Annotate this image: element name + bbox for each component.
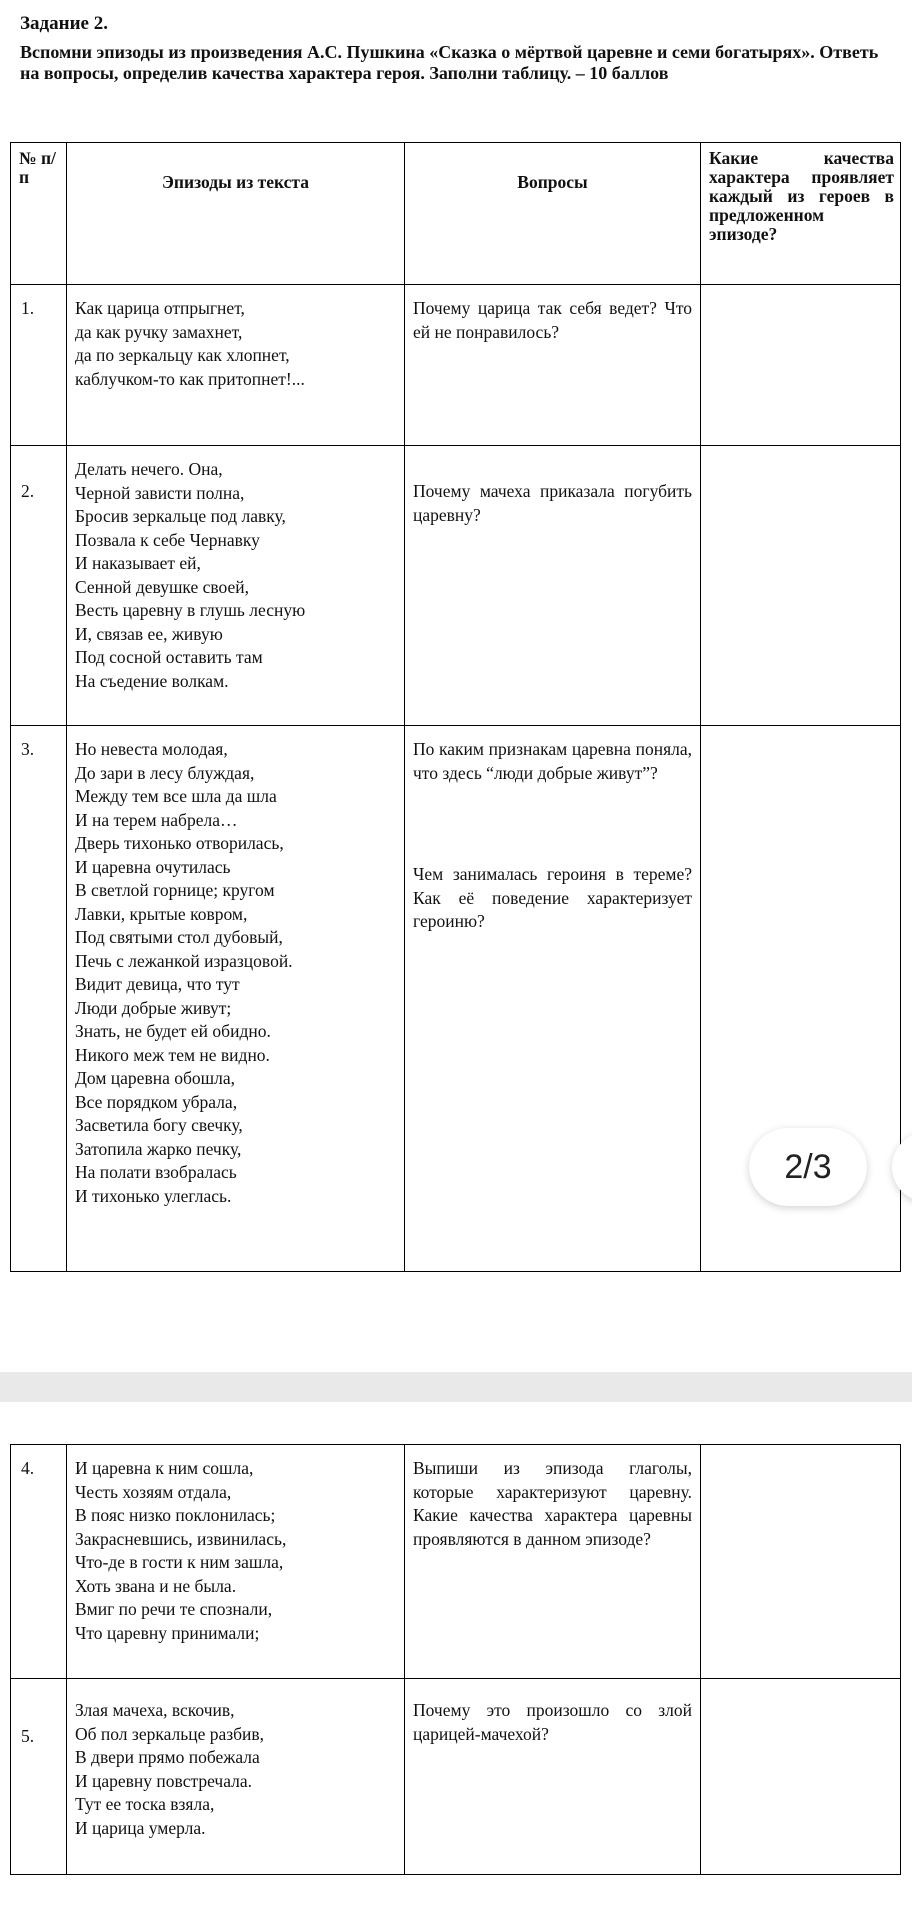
episode-text: Но невеста молодая, До зари в лесу блуждая, Между тем все шла да шла И на терем набрела… Дверь тихонько отворилась, И царевна очутилась В светлой горнице; кругом Лавки, крытые ковром, Под святыми стол дубовый, Печь с лежанкой изразцовой. Видит девица, что тут Люди добрые живут; Знать, не будет ей обидно. Никого меж тем не видно. Дом царевна обошла, Все порядком убрала, Засветила богу свечку, Затопила жарко печку, На полати взобралась И тихонько улеглась. xyxy=(67,726,405,1272)
row-number: 3. xyxy=(11,726,67,1272)
episodes-table xyxy=(10,142,901,1272)
answer-cell[interactable] xyxy=(701,285,901,446)
question-text: Выпиши из эпизода глаголы, которые характеризуют царевну. Какие качества характера царевны проявляются в данном эпизоде? xyxy=(413,1458,692,1549)
row-number: 1. xyxy=(11,285,67,446)
question-cell xyxy=(405,285,701,446)
header-qualities: Какие качества характера проявляет каждый из героев в предложенном эпизоде? xyxy=(701,143,901,285)
question-cell xyxy=(405,446,701,726)
episode-text: Злая мачеха, вскочив, Об пол зеркальце разбив, В двери прямо побежала И царевну повстречала. Тут ее тоска взяла, И царица умерла. xyxy=(67,1679,405,1875)
answer-cell[interactable] xyxy=(701,1445,901,1679)
episode-text: Делать нечего. Она, Черной зависти полна, Бросив зеркальце под лавку, Позвала к себе Чернавку И наказывает ей, Сенной девушке своей, Весть царевну в глушь лесную И, связав ее, живую Под сосной оставить там На съедение волкам. xyxy=(67,446,405,726)
episodes-table-continued xyxy=(10,1444,901,1875)
row-number: 2. xyxy=(11,446,67,726)
question-text: Почему царица так себя ведет? Что ей не понравилось? xyxy=(413,298,692,342)
document-page-2 xyxy=(0,1402,912,1908)
answer-cell[interactable] xyxy=(701,1679,901,1875)
task-title: Задание 2. xyxy=(20,13,108,34)
page-indicator[interactable]: 2/3 xyxy=(749,1128,867,1206)
page-separator xyxy=(0,1372,912,1402)
table-row xyxy=(11,446,901,726)
header-num: № п/п xyxy=(11,143,67,285)
table-row xyxy=(11,1679,901,1875)
answer-cell[interactable] xyxy=(701,446,901,726)
episode-text: Как царица отпрыгнет, да как ручку замахнет, да по зеркальцу как хлопнет, каблучком-то как притопнет!... xyxy=(67,285,405,446)
question-cell xyxy=(405,1445,701,1679)
table-row xyxy=(11,285,901,446)
header-questions: Вопросы xyxy=(405,143,701,285)
row-number: 4. xyxy=(11,1445,67,1679)
header-episodes: Эпизоды из текста xyxy=(67,143,405,285)
question-text: Почему это произошло со злой царицей-мачехой? xyxy=(413,1700,692,1744)
task-description: Вспомни эпизоды из произведения А.С. Пушкина «Сказка о мёртвой царевне и семи богатырях». Ответь на вопросы, определив качества характера героя. Заполни таблицу. – 10 баллов xyxy=(20,42,879,83)
question-text: По каким признакам царевна поняла, что здесь “люди добрые живут”? xyxy=(413,739,692,783)
table-row xyxy=(11,1445,901,1679)
question-text: Чем занималась героиня в тереме? Как её поведение характеризует героиню? xyxy=(413,864,692,931)
row-number: 5. xyxy=(11,1679,67,1875)
episode-text: И царевна к ним сошла, Честь хозяям отдала, В пояс низко поклонилась; Закрасневшись, извинилась, Что-де в гости к ним зашла, Хоть звана и не была. Вмиг по речи те спознали, Что царевну принимали; xyxy=(67,1445,405,1679)
question-text: Почему мачеха приказала погубить царевну? xyxy=(413,481,692,525)
question-cell xyxy=(405,726,701,1272)
question-cell xyxy=(405,1679,701,1875)
table-header-row xyxy=(11,143,901,285)
